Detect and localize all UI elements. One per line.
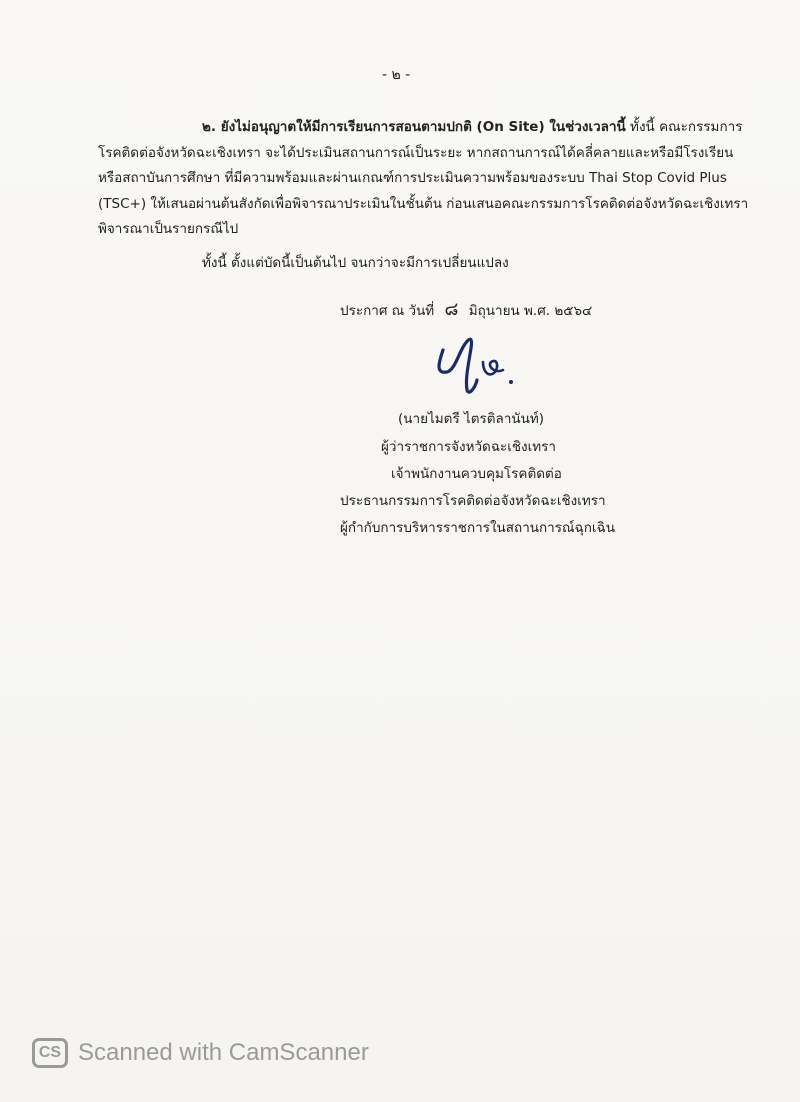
item-2-line-1 [202, 115, 742, 137]
item-2-line-1-rest: ทั้งนี้ คณะกรรมการ [625, 119, 743, 135]
signer-title-1: ผู้ว่าราชการจังหวัดฉะเชิงเทรา [381, 439, 556, 455]
page-number: - ๒ - [382, 67, 411, 83]
watermark-text: Scanned with CamScanner [78, 1039, 369, 1066]
signer-title-2: เจ้าพนักงานควบคุมโรคติดต่อ [391, 466, 562, 482]
date-prefix: ประกาศ ณ วันที่ [340, 303, 435, 319]
camscanner-logo: CS [32, 1038, 68, 1068]
date-month-year: มิถุนายน พ.ศ. ๒๕๖๔ [468, 303, 593, 319]
camscanner-watermark [32, 1038, 369, 1068]
item-2-line-2: โรคติดต่อจังหวัดฉะเชิงเทรา จะได้ประเมินสถานการณ์เป็นระยะ หากสถานการณ์ได้คลี่คลายและหรือมีโรงเรียน [98, 145, 734, 161]
item-2-line-4: (TSC+) ให้เสนอผ่านต้นสังกัดเพื่อพิจารณาประเมินในชั้นต้น ก่อนเสนอคณะกรรมการโรคติดต่อจังหวัดฉะเชิงเทรา [98, 196, 749, 212]
signer-name: (นายไมตรี ไตรติลานันท์) [398, 411, 545, 427]
effective-statement: ทั้งนี้ ตั้งแต่บัดนี้เป็นต้นไป จนกว่าจะมีการเปลี่ยนแปลง [202, 255, 509, 271]
item-2-line-3: หรือสถาบันการศึกษา ที่มีความพร้อมและผ่านเกณฑ์การประเมินความพร้อมของระบบ Thai Stop Covid Plus [98, 170, 727, 186]
date-day: ๘ [444, 299, 459, 320]
signer-title-4: ผู้กำกับการบริหารราชการในสถานการณ์ฉุกเฉิน [340, 520, 615, 536]
item-2-line-5: พิจารณาเป็นรายกรณีไป [98, 221, 239, 237]
announcement-date [340, 294, 592, 323]
signature-image [425, 322, 535, 402]
signer-title-3: ประธานกรรมการโรคติดต่อจังหวัดฉะเชิงเทรา [340, 493, 606, 509]
item-2-heading: ๒. ยังไม่อนุญาตให้มีการเรียนการสอนตามปกติ (On Site) ในช่วงเวลานี้ [202, 119, 626, 135]
